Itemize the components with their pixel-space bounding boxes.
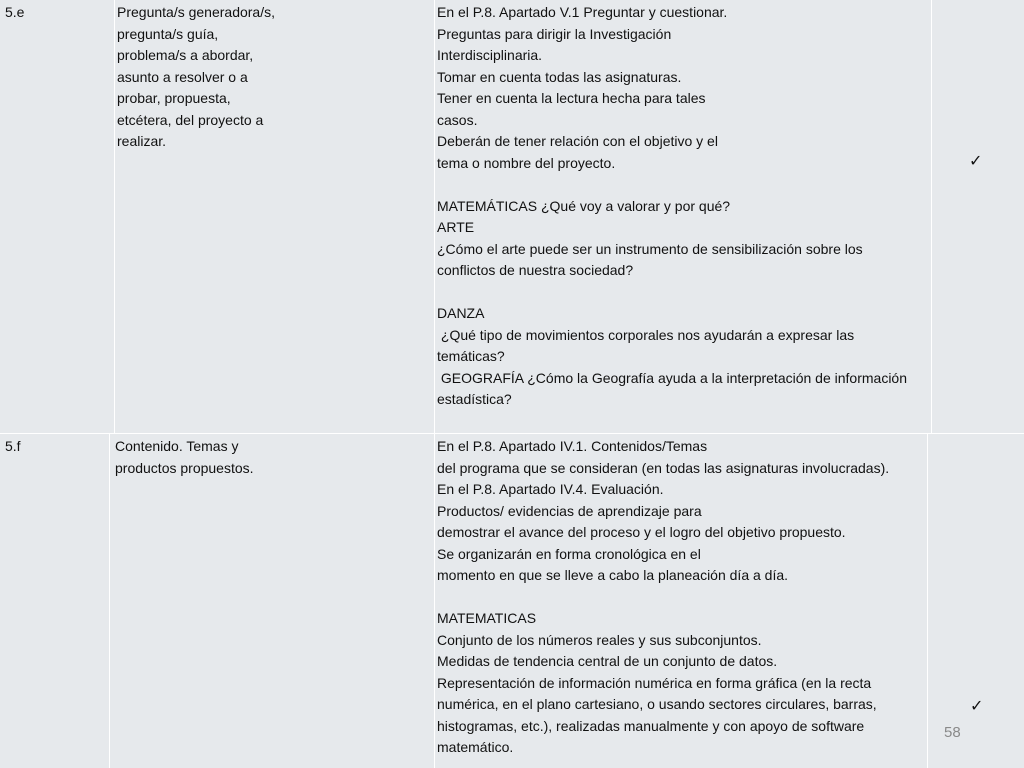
details-cell <box>435 0 931 433</box>
row-id-cell <box>0 0 114 433</box>
table-row-5f <box>0 434 1024 768</box>
criterion-text: Pregunta/s generadora/s, pregunta/s guía, problema/s a abordar, asunto a resolver o a probar, propuesta, etcétera, del proyecto a realizar. <box>117 4 275 149</box>
criterion-cell <box>110 434 434 768</box>
slide-number: 58 <box>944 724 961 741</box>
checkmark-icon: ✓ <box>970 696 984 715</box>
row-id-cell <box>0 434 109 768</box>
row-id: 5.f <box>5 438 21 454</box>
row-id: 5.e <box>5 4 25 20</box>
details-text: En el P.8. Apartado V.1 Preguntar y cuestionar. Preguntas para dirigir la Investigación Interdisciplinaria. Tomar en cuenta todas las asignaturas. Tener en cuenta la lectura hecha para tales casos. Deberán de tener relación con el objetivo y el tema o nombre del proyecto. MATEMÁTICAS ¿Qué voy a valorar y por qué? ARTE ¿Cómo el arte puede ser un instrumento de sensibilización sobre los conflictos de nuestra sociedad? DANZA ¿Qué tipo de movimientos corporales nos ayudarán a expresar las temáticas? GEOGRAFÍA ¿Cómo la Geografía ayuda a la interpretación de información estadística? <box>437 4 908 407</box>
criterion-text: Contenido. Temas y productos propuestos. <box>115 438 254 476</box>
details-text: En el P.8. Apartado IV.1. Contenidos/Temas del programa que se consideran (en todas las asignaturas involucradas). En el P.8. Apartado IV.4. Evaluación. Productos/ evidencias de aprendizaje para demostrar el avance del proceso y el logro del objetivo propuesto. Se organizarán en forma cronológica en el momento en que se lleve a cabo la planeación día a día. MATEMATICAS Conjunto de los números reales y sus subconjuntos. Medidas de tendencia central de un conjunto de datos. Representación de información numérica en forma gráfica (en la recta numérica, en el plano cartesiano, o usando sectores circulares, barras, histogramas, etc.), realizadas manualmente y con apoyo de software matemático. <box>437 438 890 755</box>
check-cell <box>928 434 1024 768</box>
checkmark-icon: ✓ <box>969 151 983 170</box>
details-cell <box>435 434 927 768</box>
criterion-cell <box>115 0 434 433</box>
check-cell <box>932 0 1024 433</box>
